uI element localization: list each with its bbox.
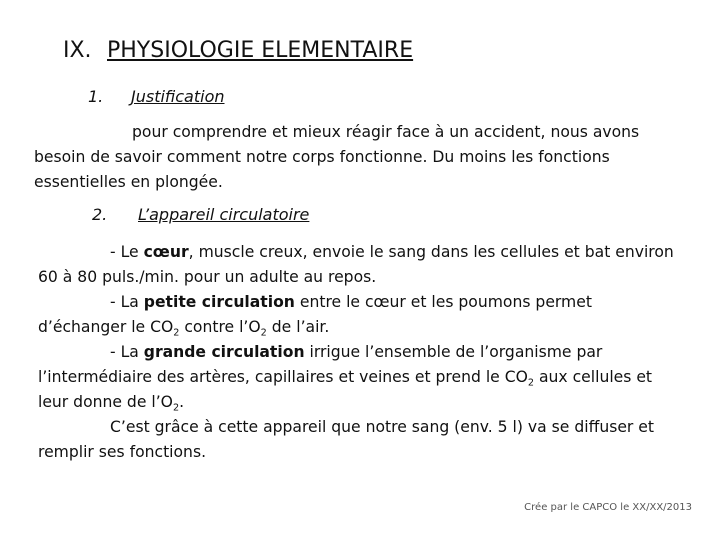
systemic-line-2 xyxy=(38,365,674,390)
text-run: - Le xyxy=(110,243,144,261)
text-run: leur donne de l’O xyxy=(38,393,173,411)
circulatory-paragraph xyxy=(38,240,674,465)
text-run: irrigue l’ensemble de l’organisme par xyxy=(304,343,603,361)
section-number: 2. xyxy=(92,205,108,224)
section-heading-circulatory xyxy=(92,204,309,226)
text-run: contre l’O xyxy=(179,318,261,336)
paragraph-line: essentielles en plongée. xyxy=(34,173,223,191)
systemic-line-1 xyxy=(38,340,674,365)
text-run: aux cellules et xyxy=(534,368,653,386)
justification-paragraph xyxy=(34,120,639,195)
term-heart: cœur xyxy=(143,243,189,261)
systemic-line-3 xyxy=(38,390,674,415)
footer-credit: Crée par le CAPCO le XX/XX/2013 xyxy=(524,502,692,513)
section-heading-text: Justification xyxy=(131,87,225,106)
title-number: IX. xyxy=(63,38,92,63)
section-number: 1. xyxy=(88,87,104,106)
subscript: 2 xyxy=(172,402,180,414)
text-run: l’intermédiaire des artères, capillaires et veines et prend le CO xyxy=(38,368,528,386)
heart-line-1 xyxy=(38,240,674,265)
subscript: 2 xyxy=(173,327,180,339)
title-text: PHYSIOLOGIE ELEMENTAIRE xyxy=(107,38,414,63)
text-run: - La xyxy=(110,343,144,361)
paragraph-line: pour comprendre et mieux réagir face à un accident, nous avons xyxy=(132,123,640,141)
conclusion-line-2: remplir ses fonctions. xyxy=(38,443,207,461)
text-run: entre le cœur et les poumons permet xyxy=(294,293,592,311)
subscript: 2 xyxy=(527,377,535,389)
section-heading-justification xyxy=(88,86,225,108)
page-title xyxy=(63,36,413,66)
paragraph-line: besoin de savoir comment notre corps fonctionne. Du moins les fonctions xyxy=(34,148,610,166)
pulmonary-line-1 xyxy=(38,290,674,315)
text-run: - La xyxy=(110,293,144,311)
text-run: , muscle creux, envoie le sang dans les cellules et bat environ xyxy=(188,243,674,261)
text-run: de l’air. xyxy=(266,318,330,336)
heart-line-2: 60 à 80 puls./min. pour un adulte au repos. xyxy=(38,268,377,286)
text-run: d’échanger le CO xyxy=(38,318,174,336)
pulmonary-line-2 xyxy=(38,315,674,340)
conclusion-line-1: C’est grâce à cette appareil que notre sang (env. 5 l) va se diffuser et xyxy=(110,418,654,436)
section-heading-text: L’appareil circulatoire xyxy=(138,205,310,224)
term-grande-circulation: grande circulation xyxy=(143,343,305,361)
term-petite-circulation: petite circulation xyxy=(143,293,295,311)
subscript: 2 xyxy=(260,327,267,339)
text-run: . xyxy=(179,393,185,411)
